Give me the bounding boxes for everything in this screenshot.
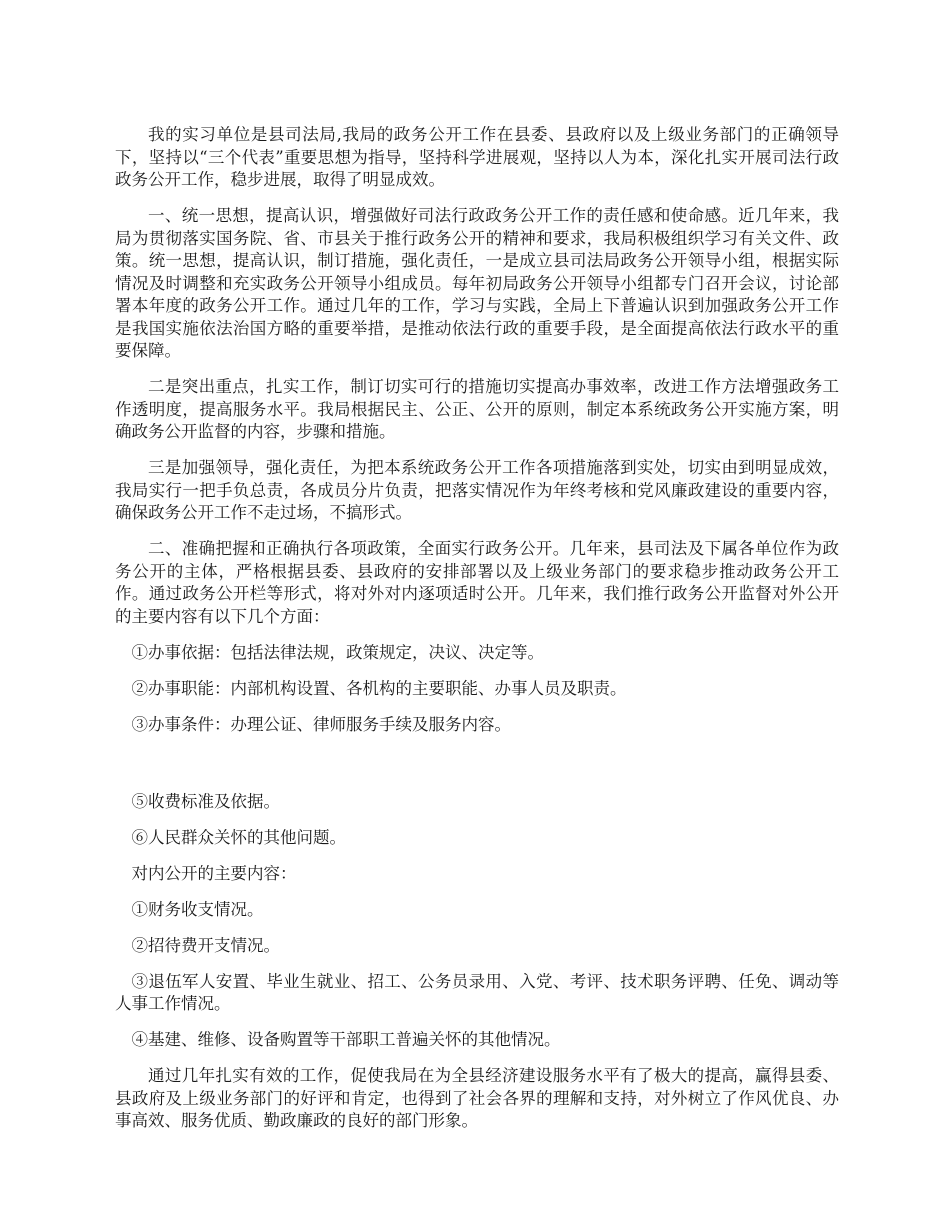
list-item: ②办事职能：内部机构设置、各机构的主要职能、办事人员及职责。 <box>131 678 627 698</box>
conclusion-paragraph: 通过几年扎实有效的工作，促使我局在为全县经济建设服务水平有了极大的提高，赢得县委、县政府及上级业务部门的好评和肯定，也得到了社会各界的理解和支持，对外树立了作风优良、办事高效、服务优质、勤政廉政的良好的部门形象。 <box>115 1066 839 1130</box>
focus-paragraph: 二是突出重点，扎实工作，制订切实可行的措施切实提高办事效率，改进工作方法增强政务工作透明度，提高服务水平。我局根据民主、公正、公开的原则，制定本系统政务公开实施方案，明确政务公开监督的内容，步骤和措施。 <box>115 377 839 441</box>
list-item: ①财务收支情况。 <box>131 899 264 919</box>
list-item: ④基建、维修、设备购置等干部职工普遍关怀的其他情况。 <box>131 1030 561 1049</box>
intro-paragraph: 我的实习单位是县司法局,我局的政务公开工作在县委、县政府以及上级业务部门的正确领导下，坚持以“三个代表”重要思想为指导，坚持科学进展观，坚持以人为本，深化扎实开展司法行政政务公开工作，稳步进展，取得了明显成效。 <box>115 125 839 189</box>
list-item: ⑥人民群众关怀的其他问题。 <box>131 827 346 847</box>
list-item: ②招待费开支情况。 <box>131 935 280 955</box>
blank-gap <box>115 750 839 791</box>
list-item: ③办事条件：办理公证、律师服务手续及服务内容。 <box>131 714 511 734</box>
list-item: ①办事依据：包括法律法规，政策规定，决议、决定等。 <box>131 642 544 662</box>
leadership-paragraph: 三是加强领导，强化责任，为把本系统政务公开工作各项措施落到实处，切实由到明显成效，我局实行一把手负总责，各成员分片负责，把落实情况作为年终考核和党风廉政建设的重要内容，确保政务公开工作不走过场，不搞形式。 <box>115 458 839 522</box>
internal-heading: 对内公开的主要内容： <box>131 863 297 883</box>
section-two-paragraph: 二、准确把握和正确执行各项政策，全面实行政务公开。几年来，县司法及下属各单位作为政务公开的主体，严格根据县委、县政府的安排部署以及上级业务部门的要求稳步推动政务公开工作。通过政务公开栏等形式，将对外对内逐项适时公开。几年来，我们推行政务公开监督对外公开的主要内容有以下几个方面： <box>115 539 839 626</box>
list-item: ⑤收费标准及依据。 <box>131 791 280 811</box>
document-body <box>115 124 839 1146</box>
section-one-paragraph: 一、统一思想，提高认识，增强做好司法行政政务公开工作的责任感和使命感。近几年来，我局为贯彻落实国务院、省、市县关于推行政务公开的精神和要求，我局积极组织学习有关文件、政策。统一思想，提高认识，制订措施，强化责任，一是成立县司法局政务公开领导小组，根据实际情况及时调整和充实政务公开领导小组成员。每年初局政务公开领导小组都专门召开会议，讨论部署本年度的政务公开工作。通过几年的工作，学习与实践，全局上下普遍认识到加强政务公开工作是我国实施依法治国方略的重要举措，是推动依法行政的重要手段，是全面提高依法行政水平的重要保障。 <box>115 206 839 360</box>
list-item: ③退伍军人安置、毕业生就业、招工、公务员录用、入党、考评、技术职务评聘、任免、调动等人事工作情况。 <box>115 971 839 1013</box>
